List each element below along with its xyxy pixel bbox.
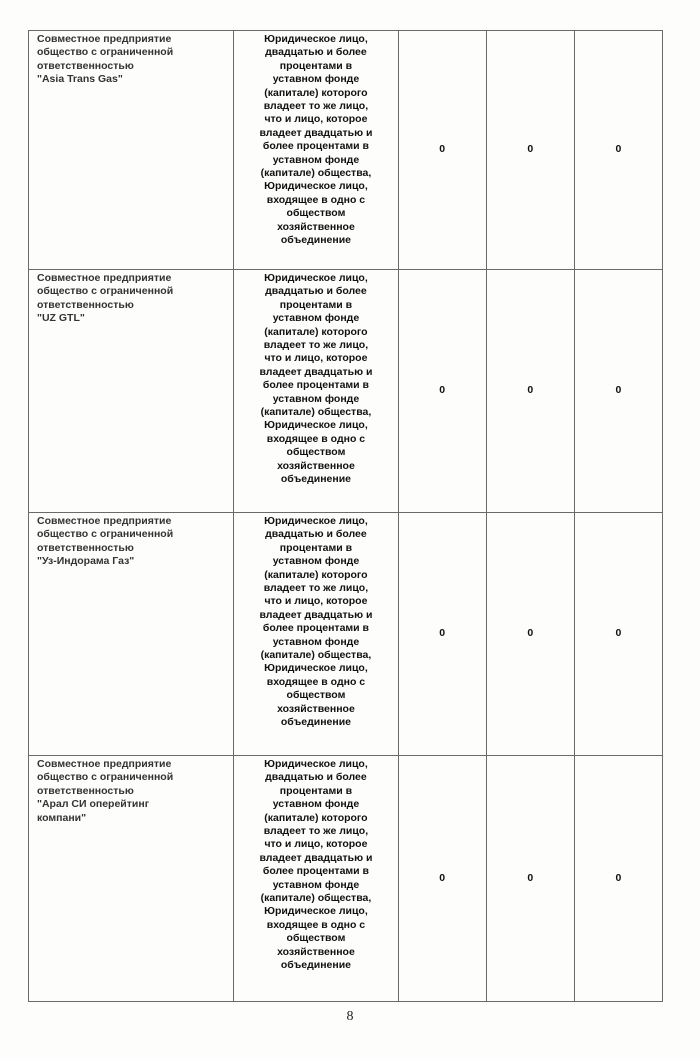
value-cell-3: 0 bbox=[574, 31, 662, 270]
affiliation-basis-cell bbox=[234, 270, 398, 513]
affiliation-basis-line: более процентами в bbox=[262, 865, 370, 878]
value-cell-3: 0 bbox=[574, 513, 662, 756]
affiliation-basis-line: уставном фонде bbox=[272, 878, 360, 891]
affiliation-basis-line: Юридическое лицо, bbox=[264, 515, 368, 527]
page-number: 8 bbox=[346, 1009, 354, 1024]
affiliation-basis-line: более процентами в bbox=[262, 379, 370, 392]
affiliation-basis-line: двадцатью и более bbox=[265, 46, 367, 59]
entity-name-line: "UZ GTL" bbox=[37, 312, 85, 325]
affiliation-basis-line: что и лицо, которое bbox=[264, 352, 368, 365]
affiliation-basis-line: хозяйственное bbox=[277, 702, 355, 715]
affiliation-basis-line: (капитале) которого bbox=[264, 325, 368, 338]
affiliation-basis-line: хозяйственное bbox=[277, 945, 355, 958]
affiliation-basis-line: уставном фонде bbox=[272, 392, 360, 405]
entity-name-line: Совместное предприятие bbox=[37, 515, 172, 527]
affiliation-basis-line: процентами в bbox=[279, 298, 353, 311]
value-cell-2: 0 bbox=[486, 756, 574, 1002]
table-body bbox=[29, 31, 663, 1002]
affiliation-basis-line: процентами в bbox=[279, 784, 353, 797]
entity-name-line: Совместное предприятие bbox=[37, 272, 172, 284]
affiliation-basis-line: владеет то же лицо, bbox=[263, 825, 369, 838]
affiliation-basis-line: владеет двадцатью и bbox=[259, 126, 373, 139]
entity-name-line: общество с ограниченной bbox=[37, 771, 174, 784]
affiliation-basis-line: уставном фонде bbox=[272, 555, 360, 568]
affiliates-table bbox=[28, 30, 663, 1002]
affiliation-basis-line: уставном фонде bbox=[272, 73, 360, 86]
affiliation-basis-line: владеет двадцатью и bbox=[259, 608, 373, 621]
affiliation-basis-line: уставном фонде bbox=[272, 798, 360, 811]
affiliation-basis-line: объединение bbox=[280, 716, 352, 729]
affiliation-basis-line: что и лицо, которое bbox=[264, 113, 368, 126]
affiliation-basis-line: обществом bbox=[286, 446, 346, 459]
affiliation-basis-line: Юридическое лицо, bbox=[264, 180, 368, 193]
affiliation-basis-cell bbox=[234, 31, 398, 270]
table-row bbox=[29, 31, 663, 270]
value-cell-1: 0 bbox=[398, 31, 486, 270]
affiliation-basis-line: уставном фонде bbox=[272, 635, 360, 648]
affiliation-basis-line: входящее в одно с bbox=[266, 193, 366, 206]
value-cell-2: 0 bbox=[486, 270, 574, 513]
entity-name-line: Совместное предприятие bbox=[37, 758, 172, 770]
affiliation-basis-line: входящее в одно с bbox=[266, 432, 366, 445]
affiliation-basis-line: владеет двадцатью и bbox=[259, 365, 373, 378]
affiliation-basis-line: обществом bbox=[286, 932, 346, 945]
value-cell-1: 0 bbox=[398, 270, 486, 513]
affiliation-basis-line: входящее в одно с bbox=[266, 675, 366, 688]
entity-name-line: ответственностью bbox=[37, 59, 134, 72]
entity-name-line: компани" bbox=[37, 811, 87, 824]
affiliation-basis-line: владеет двадцатью и bbox=[259, 851, 373, 864]
entity-name-line: ответственностью bbox=[37, 784, 134, 797]
entity-name-line: "Арал СИ оперейтинг bbox=[37, 798, 150, 811]
value-cell-1: 0 bbox=[398, 513, 486, 756]
table-row bbox=[29, 270, 663, 513]
affiliation-basis-line: (капитале) общества, bbox=[260, 406, 372, 419]
affiliation-basis-line: объединение bbox=[280, 959, 352, 972]
affiliation-basis-line: более процентами в bbox=[262, 622, 370, 635]
value-cell-2: 0 bbox=[486, 513, 574, 756]
affiliation-basis-line: владеет то же лицо, bbox=[263, 339, 369, 352]
affiliation-basis-line: процентами в bbox=[279, 541, 353, 554]
affiliation-basis-line: (капитале) общества, bbox=[260, 892, 372, 905]
affiliation-basis-line: обществом bbox=[286, 689, 346, 702]
entity-name-line: "Asia Trans Gas" bbox=[37, 73, 123, 86]
affiliation-basis-line: (капитале) которого bbox=[264, 568, 368, 581]
entity-name-line: Совместное предприятие bbox=[37, 33, 172, 45]
affiliation-basis-line: Юридическое лицо, bbox=[264, 758, 368, 770]
entity-name-cell bbox=[29, 513, 234, 756]
affiliation-basis-line: двадцатью и более bbox=[265, 771, 367, 784]
affiliation-basis-line: двадцатью и более bbox=[265, 285, 367, 298]
value-cell-2: 0 bbox=[486, 31, 574, 270]
affiliation-basis-line: объединение bbox=[280, 234, 352, 247]
affiliation-basis-line: Юридическое лицо, bbox=[264, 419, 368, 432]
affiliation-basis-line: объединение bbox=[280, 473, 352, 486]
affiliation-basis-cell bbox=[234, 756, 398, 1002]
entity-name-cell bbox=[29, 31, 234, 270]
entity-name-line: "Уз-Индорама Газ" bbox=[37, 555, 135, 568]
affiliation-basis-line: владеет то же лицо, bbox=[263, 582, 369, 595]
entity-name-line: ответственностью bbox=[37, 541, 134, 554]
affiliation-basis-line: процентами в bbox=[279, 59, 353, 72]
table-row bbox=[29, 756, 663, 1002]
entity-name-cell bbox=[29, 270, 234, 513]
affiliation-basis-line: двадцатью и более bbox=[265, 528, 367, 541]
table-row bbox=[29, 513, 663, 756]
affiliation-basis-line: Юридическое лицо, bbox=[264, 905, 368, 918]
affiliation-basis-line: уставном фонде bbox=[272, 153, 360, 166]
value-cell-1: 0 bbox=[398, 756, 486, 1002]
affiliation-basis-line: Юридическое лицо, bbox=[264, 272, 368, 284]
entity-name-cell bbox=[29, 756, 234, 1002]
affiliation-basis-line: (капитале) которого bbox=[264, 86, 368, 99]
entity-name-line: общество с ограниченной bbox=[37, 46, 174, 59]
value-cell-3: 0 bbox=[574, 756, 662, 1002]
entity-name-line: общество с ограниченной bbox=[37, 285, 174, 298]
affiliation-basis-line: (капитале) которого bbox=[264, 811, 368, 824]
affiliation-basis-cell bbox=[234, 513, 398, 756]
affiliation-basis-line: Юридическое лицо, bbox=[264, 662, 368, 675]
value-cell-3: 0 bbox=[574, 270, 662, 513]
affiliation-basis-line: что и лицо, которое bbox=[264, 595, 368, 608]
affiliation-basis-line: уставном фонде bbox=[272, 312, 360, 325]
affiliation-basis-line: входящее в одно с bbox=[266, 918, 366, 931]
affiliation-basis-line: хозяйственное bbox=[277, 459, 355, 472]
affiliation-basis-line: обществом bbox=[286, 207, 346, 220]
affiliation-basis-line: более процентами в bbox=[262, 140, 370, 153]
entity-name-line: общество с ограниченной bbox=[37, 528, 174, 541]
affiliation-basis-line: (капитале) общества, bbox=[260, 649, 372, 662]
affiliation-basis-line: Юридическое лицо, bbox=[264, 33, 368, 45]
affiliation-basis-line: хозяйственное bbox=[277, 220, 355, 233]
affiliation-basis-line: владеет то же лицо, bbox=[263, 100, 369, 113]
entity-name-line: ответственностью bbox=[37, 298, 134, 311]
affiliation-basis-line: что и лицо, которое bbox=[264, 838, 368, 851]
affiliation-basis-line: (капитале) общества, bbox=[260, 167, 372, 180]
